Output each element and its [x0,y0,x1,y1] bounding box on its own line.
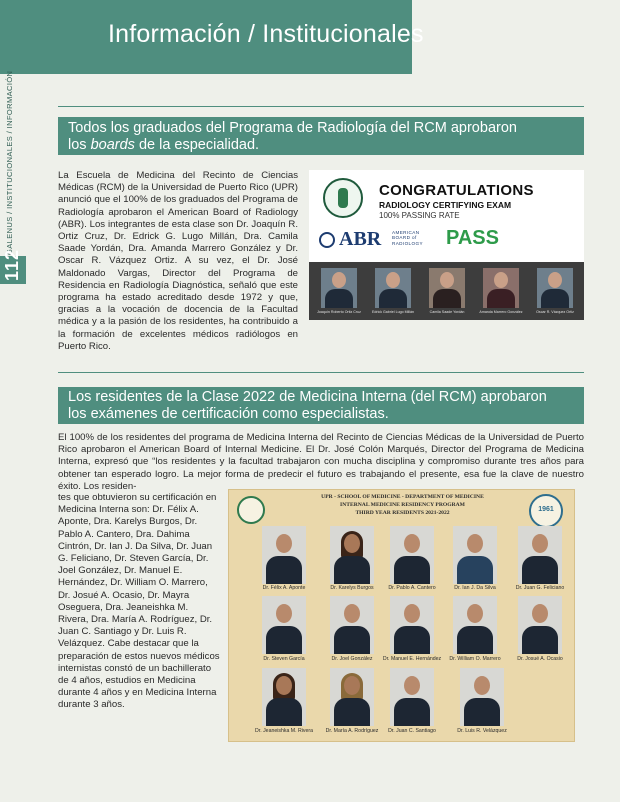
resident-name: Dr. Pablo A. Cantero [388,585,436,591]
poster-line1: UPR - SCHOOL OF MEDICINE - DEPARTMENT OF MEDICINE [321,494,484,500]
resident-photo [460,668,504,726]
resident-name: Dr. Félix A. Aponte [262,585,306,591]
resident-photo [330,596,374,654]
section-rule [58,372,584,373]
resident-photo [453,596,497,654]
abr-sub-3: RADIOLOGY [392,240,423,246]
resident-name: Dr. Jeaneishka M. Rivera [255,728,313,734]
section2-heading-line1: Los residentes de la Clase 2022 de Medicina Interna (del RCM) aprobaron [68,389,547,405]
resident-name: Dr. Josué A. Ocasio [517,656,563,662]
abr-logo-icon [319,232,335,248]
abr-logo-text: ABR [339,228,382,250]
graduate-name: Amanda Marrero González [479,310,523,314]
section1-heading-italic: boards [90,137,135,153]
graduates-photo-band [309,262,584,320]
poster-line3: THIRD YEAR RESIDENTS 2021-2022 [355,510,450,516]
school-of-medicine-seal-icon [237,496,265,524]
resident-photo [262,596,306,654]
resident-name: Dr. Karelys Burgos [330,585,374,591]
card-pass: PASS [446,227,499,249]
abr-sub-2: BOARD of [392,235,417,241]
abr-subtitle [392,230,423,246]
graduate-name: Camila Saade Yordán [429,310,465,314]
section1-body: La Escuela de Medicina del Recinto de Ciencias Médicas (RCM) de la Universidad de Puerto Rico (UPR) anunció que el 100% de los graduados del Programa de Radiología aprobaron el American Board of Radiology (ABR). Los integrantes de esta clase son Dr. Joaquín R. Ortiz Cruz, Dr. Edrick G. Lugo Millán, Dra. Camila Saade Yordán, Dra. Amanda Marrero González y Dr. Oscar R. Vázquez Ortiz. A su vez, el Dr. José Maldonado Vargas, Director del Programa de Residencia en Radiología Diagnóstica, señaló que este programa ha estado acreditado desde 1972 y que, gracias a la vocación de docencia de la Facultad médica y a la pasión de los residentes, ha contribuido a la formación de excelentes médicos radiólogos en Puerto Rico. [58,170,298,352]
resident-name: Dr. Juan C. Santiago [388,728,436,734]
page-title: Información / Institucionales [108,20,424,48]
department-seal-icon [529,494,563,528]
abr-sub-1: AMERICAN [392,230,420,235]
congratulations-card [309,170,584,320]
resident-name: Dr. María A. Rodríguez [325,728,379,734]
graduate-photo [321,268,357,308]
resident-photo [390,526,434,584]
graduate-photo [537,268,573,308]
graduate-photo [375,268,411,308]
section1-heading-line1: Todos los graduados del Programa de Radiología del RCM aprobaron [68,120,517,136]
card-passing-rate: 100% PASSING RATE [379,211,460,220]
resident-photo [453,526,497,584]
resident-name: Dr. Luis R. Velázquez [457,728,507,734]
graduate-name: Edrick Gabriel Lugo Millán [372,310,414,314]
resident-name: Dr. Manuel E. Hernández [382,656,442,662]
page-number: 112 [2,248,22,281]
section-header-bar [0,0,424,74]
graduate-name: Joaquín Roberto Ortiz Cruz [317,310,361,314]
vertical-running-head: GALENUS / INSTITUCIONALES / INFORMACIÓN [5,70,14,255]
poster-line2: INTERNAL MEDICINE RESIDENCY PROGRAM [340,502,465,508]
section1-heading [58,117,584,155]
card-exam-name: RADIOLOGY CERTIFYING EXAM [379,200,512,210]
resident-name: Dr. Joel González [331,656,373,662]
section2-body-column: tes que obtuvieron su certificación en Medicina Interna son: Dr. Félix A. Aponte, Dra. Karelys Burgos, Dr. Pablo A. Cantero, Dra. Dahima Cintrón, Dr. Ian J. Da Silva, Dr. Juan G. Feliciano, Dr. Steven García, Dr. Joel González, Dr. Manuel E. Hernández, Dr. William O. Marrero, Dr. Josué A. Ocasio, Dr. Mayra Oseguera, Dra. Jeaneishka M. Rivera, Dra. María A. Rodríguez, Dr. Juan C. Santiago y Dr. Luis R. Velázquez. Cabe destacar que la preparación de estos nuevos médicos internistas constó de un bachillerato de 4 años, estudios en Medicina durante 4 años y en Medicina Interna durante 3 años. [58,492,220,711]
residents-poster [228,489,575,742]
resident-photo [262,526,306,584]
graduate-name: Oscar R. Vázquez Ortiz [536,310,574,314]
section2-heading-line2: los exámenes de certificación como especialistas. [68,406,389,422]
resident-photo [518,596,562,654]
resident-name: Dr. Steven García [263,656,305,662]
resident-photo [330,668,374,726]
resident-photo [390,596,434,654]
card-congratulations: CONGRATULATIONS [379,182,534,199]
section-rule [58,106,584,107]
seal-year: 1961 [538,506,554,513]
resident-name: Dr. Ian J. Da Silva [454,585,496,591]
section2-body-full: El 100% de los residentes del programa de Medicina Interna del Recinto de Ciencias Médicas de la Universidad de Puerto Rico aprobaron el American Board of Internal Medicine. El Dr. José Colón Marqués, Director del Programa de Medicina Interna, expresó que “los residentes y la facultad trabajaron con mucha disciplina y compromiso durante tres años para obtener tan esperado logro. La mejor forma de predecir el futuro es trabajando el presente, esa fue la clave de nuestro éxito. Los residen- [58,432,584,492]
section1-heading-line2a: los [68,137,91,153]
resident-name: Dr. Juan G. Feliciano [515,585,565,591]
resident-photo [518,526,562,584]
resident-name: Dr. William O. Marrero [449,656,501,662]
section1-heading-line2b: de la especialidad. [134,137,260,153]
resident-photo [330,526,374,584]
resident-photo [390,668,434,726]
section2-heading [58,387,584,424]
resident-photo [262,668,306,726]
graduate-photo [429,268,465,308]
school-of-medicine-seal-icon [323,178,363,218]
graduate-photo [483,268,519,308]
